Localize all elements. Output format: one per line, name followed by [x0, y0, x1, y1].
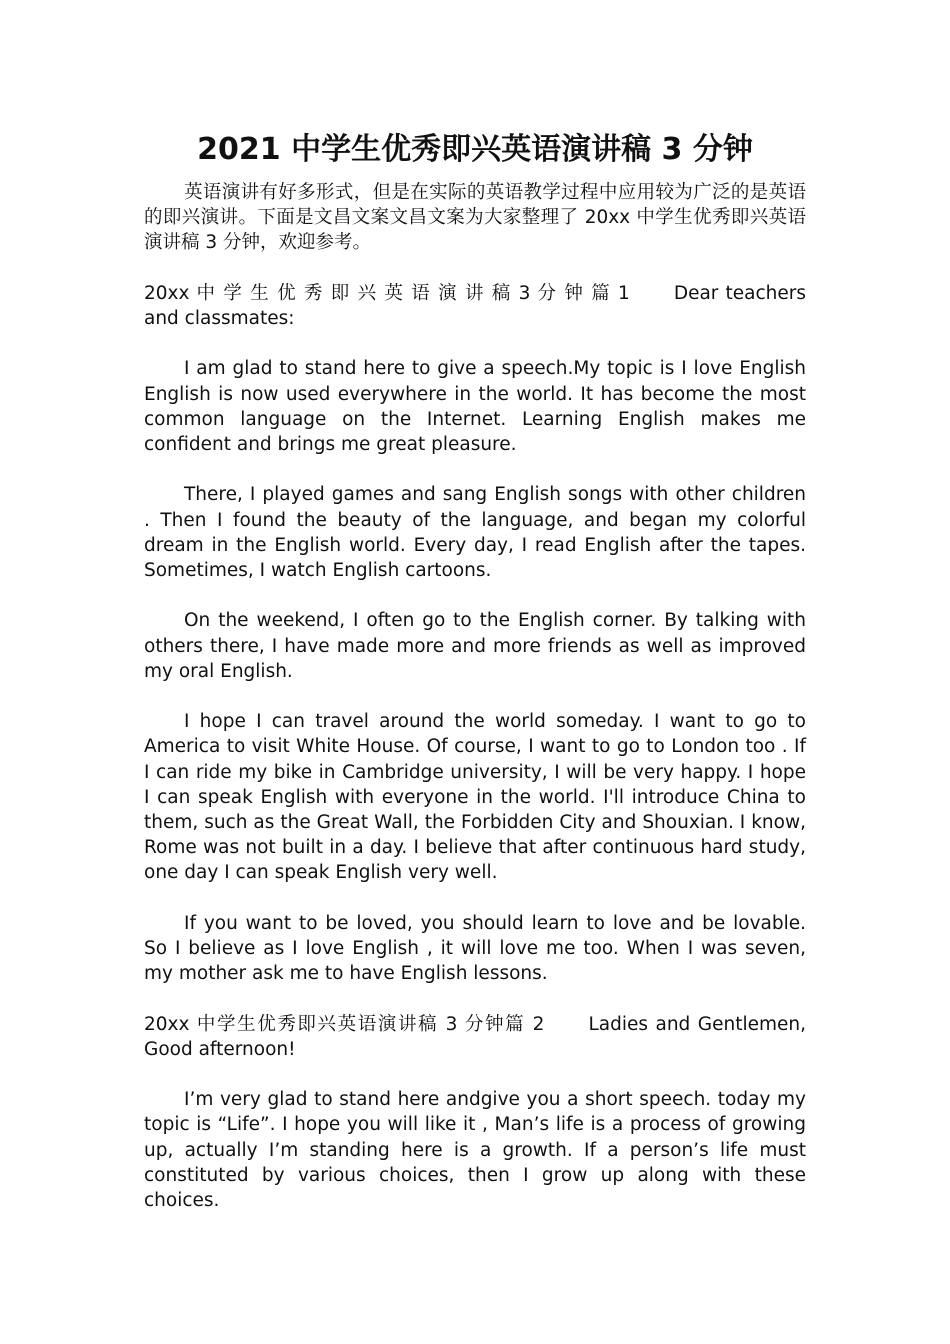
section-2-paragraph: I’m very glad to stand here andgive you a short speech. today my topic is “Life”. I hope you will like it , Man’s life is a process of growing up, actually I’m standing here is a growth. If a person’s life must constituted by various choices, then I grow up along with these choices. — [144, 1089, 806, 1211]
section-1-paragraph: If you want to be loved, you should learn to love and be lovable. So I believe as I love English , it will love me too. When I was seven, my mother ask me to have English lessons. — [144, 912, 806, 985]
section-1-paragraph: There, I played games and sang English songs with other children . Then I found the beauty of the language, and began my colorful dream in the English world. Every day, I read English after the tapes. Sometimes, I watch English cartoons. — [144, 484, 806, 581]
intro-paragraph: 英语演讲有好多形式，但是在实际的英语教学过程中应用较为广泛的是英语的即兴演讲。下面是文昌文案文昌文案为大家整理了 20xx 中学生优秀即兴英语演讲稿 3 分钟，欢迎参考。 — [144, 182, 806, 254]
section-2-salutation: Ladies and Gentlemen, Good afternoon! — [144, 1013, 806, 1060]
section-2-heading-line — [144, 1012, 806, 1062]
spacer — [144, 1062, 806, 1087]
section-1-paragraph: I am glad to stand here to give a speech.My topic is I love English English is now used everywhere in the world. It has become the most common language on the Internet. Learning English makes me confident and brings me great pleasure. — [144, 358, 806, 455]
section-1-paragraph: On the weekend, I often go to the English corner. By talking with others there, I have made more and more friends as well as improved my oral English. — [144, 610, 806, 682]
section-1-paragraph: I hope I can travel around the world someday. I want to go to America to visit White House. Of course, I want to go to London too . If I can ride my bike in Cambridge university, I will be very happy. I hope I can speak English with everyone in the world. I'll introduce China to them, such as the Great Wall, the Forbidden City and Shouxian. I know, Rome was not built in a day. I believe that after continuous hard study, one day I can speak English very well. — [144, 711, 806, 884]
section-1-salutation: Dear teachers and classmates: — [144, 282, 807, 329]
spacer — [144, 583, 806, 608]
spacer — [144, 457, 806, 482]
document-page — [144, 128, 806, 1213]
document-title: 2021 中学生优秀即兴英语演讲稿 3 分钟 — [197, 132, 753, 167]
section-2-heading: 20xx 中学生优秀即兴英语演讲稿 3 分钟篇 2 — [144, 1013, 545, 1035]
spacer — [144, 684, 806, 709]
spacer — [144, 256, 806, 281]
spacer — [144, 886, 806, 911]
spacer — [144, 986, 806, 1011]
section-1-heading: 20xx 中 学 生 优 秀 即 兴 英 语 演 讲 稿 3 分 钟 篇 1 — [144, 282, 630, 304]
spacer — [144, 331, 806, 356]
section-1-heading-line — [144, 281, 806, 331]
